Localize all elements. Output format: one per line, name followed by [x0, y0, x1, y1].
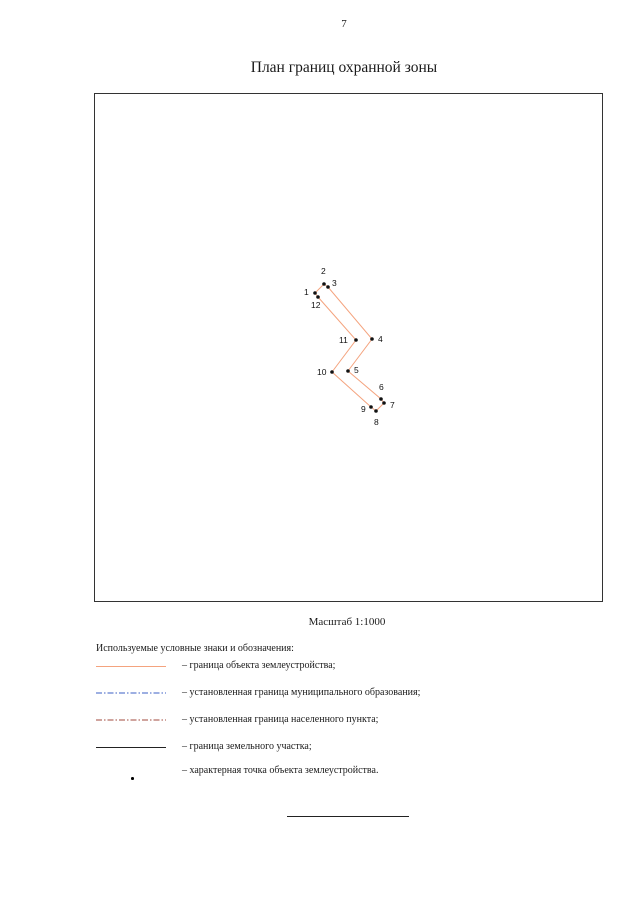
- boundary-point-label: 9: [361, 404, 366, 414]
- boundary-point-8: [374, 409, 378, 413]
- boundary-point-label: 7: [390, 400, 395, 410]
- boundary-point-6: [379, 397, 383, 401]
- map-scale: Масштаб 1:1000: [308, 616, 386, 628]
- land-plot-boundary-line-symbol: [96, 747, 166, 748]
- object-boundary-line-symbol: [96, 666, 166, 667]
- page-title: План границ охранной зоны: [250, 59, 438, 76]
- boundary-point-label: 10: [317, 367, 327, 377]
- page-number: 7: [341, 18, 347, 30]
- legend-label: – характерная точка объекта землеустройства.: [182, 765, 379, 776]
- municipal-boundary-line-symbol: [96, 692, 166, 694]
- legend-item-municipal-boundary: [0, 687, 640, 707]
- boundary-point-label: 5: [354, 365, 359, 375]
- boundary-plan-map: [95, 94, 604, 603]
- boundary-point-12: [316, 295, 320, 299]
- legend-label: – установленная граница муниципального образования;: [182, 687, 421, 698]
- boundary-point-label: 2: [321, 266, 326, 276]
- boundary-point-label: 6: [379, 382, 384, 392]
- boundary-point-2: [322, 282, 326, 286]
- boundary-point-1: [313, 291, 317, 295]
- boundary-point-4: [370, 337, 374, 341]
- boundary-point-3: [326, 285, 330, 289]
- legend-label: – установленная граница населенного пункта;: [182, 714, 379, 725]
- legend-item-object-boundary: [0, 660, 640, 680]
- boundary-point-11: [354, 338, 358, 342]
- legend-label: – граница объекта землеустройства;: [182, 660, 336, 671]
- object-boundary-polygon: [315, 284, 384, 411]
- legend-item-land-plot-boundary: [0, 741, 640, 761]
- boundary-point-7: [382, 401, 386, 405]
- boundary-point-label: 8: [374, 417, 379, 427]
- boundary-point-5: [346, 369, 350, 373]
- settlement-boundary-line-symbol: [96, 719, 166, 721]
- legend-label: – граница земельного участка;: [182, 741, 312, 752]
- legend-heading: Используемые условные знаки и обозначения:: [96, 643, 294, 654]
- boundary-point-label: 12: [311, 300, 321, 310]
- legend-item-characteristic-point: [0, 765, 640, 785]
- boundary-point-label: 3: [332, 278, 337, 288]
- signature-line: [287, 816, 409, 817]
- boundary-point-label: 1: [304, 287, 309, 297]
- map-frame: [94, 93, 603, 602]
- boundary-point-10: [330, 370, 334, 374]
- legend-item-settlement-boundary: [0, 714, 640, 734]
- characteristic-point-symbol: [131, 777, 134, 780]
- boundary-point-label: 4: [378, 334, 383, 344]
- boundary-point-label: 11: [339, 335, 348, 345]
- boundary-point-9: [369, 405, 373, 409]
